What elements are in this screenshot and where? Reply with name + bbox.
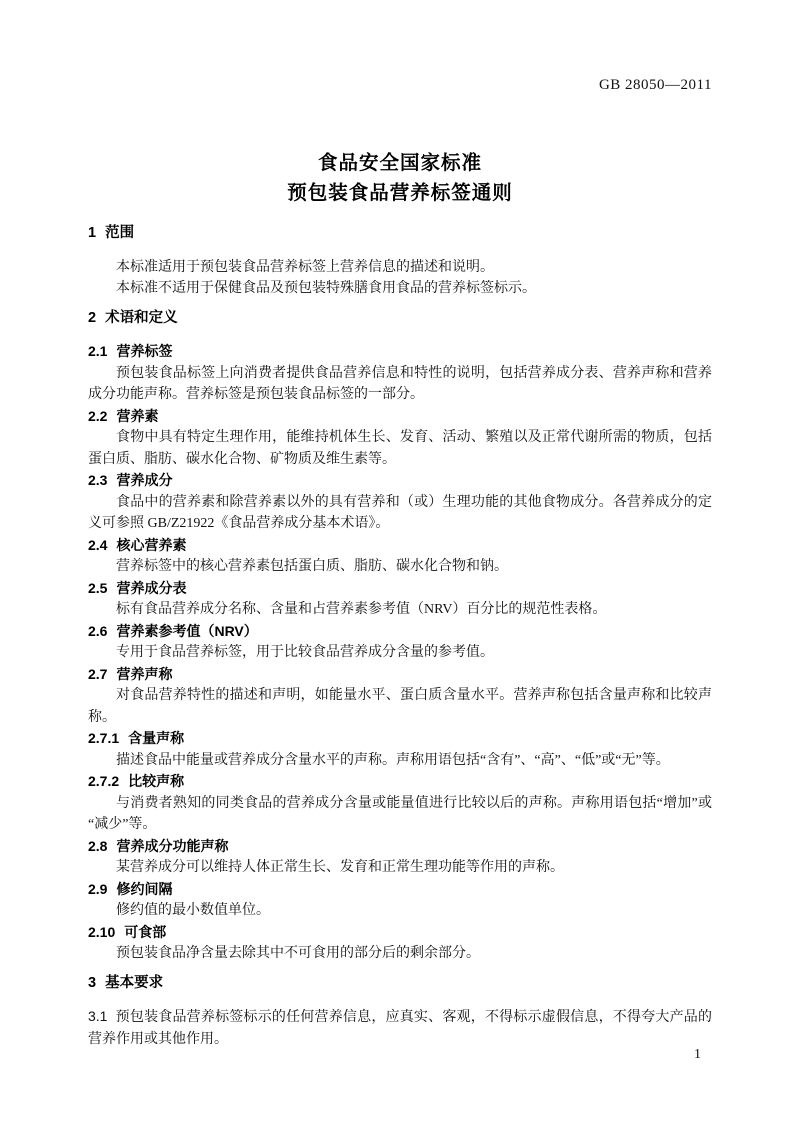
document-title xyxy=(88,148,712,208)
document-title-line1: 食品安全国家标准 xyxy=(317,152,482,174)
clause-title: 营养声称 xyxy=(116,665,173,682)
clause-title: 比较声称 xyxy=(128,773,185,789)
clause-number: 2.6 xyxy=(88,622,108,639)
numbered-paragraph xyxy=(88,1006,712,1050)
paragraph: 标有食品营养成分名称、含量和占营养素参考值（NRV）百分比的规范性表格。 xyxy=(116,602,607,617)
paragraph: 某营养成分可以维持人体正常生长、发育和正常生理功能等作用的声称。 xyxy=(116,860,564,875)
section-number: 2 xyxy=(88,309,97,326)
clause-number: 2.8 xyxy=(88,837,108,854)
clause-title: 营养成分 xyxy=(116,472,173,488)
paragraph: 食品中的营养素和除营养素以外的具有营养和（或）生理功能的其他食物成分。各营养成分的定义可参照 GB/Z21922《食品营养成分基本术语》。 xyxy=(88,494,712,531)
clause-title: 营养素参考值（NRV） xyxy=(116,622,258,639)
standard-number: GB 28050—2011 xyxy=(598,77,712,93)
clause-title: 营养标签 xyxy=(116,343,173,359)
section-heading-basic-requirements xyxy=(88,973,712,995)
clause-heading xyxy=(88,406,712,428)
document-title-line2: 预包装食品营养标签通则 xyxy=(287,182,513,204)
paragraph: 预包装食品净含量去除其中不可食用的部分后的剩余部分。 xyxy=(116,946,480,961)
clause-number: 2.5 xyxy=(88,579,108,596)
clause-number: 2.2 xyxy=(88,407,108,424)
clause-number: 2.4 xyxy=(88,536,108,553)
clause-heading xyxy=(88,664,712,686)
clause-title: 营养成分功能声称 xyxy=(116,837,229,854)
paragraph: 营养标签中的核心营养素包括蛋白质、脂肪、碳水化合物和钠。 xyxy=(116,559,508,574)
paragraph: 本标准适用于预包装食品营养标签上营养信息的描述和说明。 xyxy=(116,259,494,275)
paragraph: 对食品营养特性的描述和声明，如能量水平、蛋白质含量水平。营养声称包括含量声称和比较声称。 xyxy=(88,688,712,725)
clause-heading xyxy=(88,836,712,858)
clause-title: 核心营养素 xyxy=(116,536,187,553)
paragraph: 描述食品中能量或营养成分含量水平的声称。声称用语包括“含有”、“高”、“低”或“无”等。 xyxy=(116,752,670,768)
paragraph: 食物中具有特定生理作用，能维持机体生长、发育、活动、繁殖以及正常代谢所需的物质，包括蛋白质、脂肪、碳水化合物、矿物质及维生素等。 xyxy=(88,430,712,467)
clause-heading xyxy=(88,578,712,600)
clause-heading xyxy=(88,771,712,793)
document-content xyxy=(88,0,712,1050)
section-title: 术语和定义 xyxy=(105,309,178,326)
clause-number: 2.9 xyxy=(88,880,108,897)
clause-heading xyxy=(88,922,712,944)
paragraph: 修约值的最小数值单位。 xyxy=(116,903,270,918)
paragraph: 预包装食品标签上向消费者提供食品营养信息和特性的说明，包括营养成分表、营养声称和营养成分功能声称。营养标签是预包装食品标签的一部分。 xyxy=(88,365,712,402)
clause-heading xyxy=(88,728,712,750)
clause-title: 含量声称 xyxy=(128,730,185,746)
clause-title: 可食部 xyxy=(124,923,167,940)
clause-number: 2.7.1 xyxy=(88,730,120,746)
clause-heading xyxy=(88,470,712,492)
section-heading-scope xyxy=(88,223,712,245)
clause-title: 营养成分表 xyxy=(116,579,187,596)
section-title: 范围 xyxy=(105,225,135,241)
page-number: 1 xyxy=(694,1047,701,1062)
clause-number: 2.1 xyxy=(88,343,108,359)
section-number: 3 xyxy=(88,974,97,991)
paragraph: 专用于食品营养标签，用于比较食品营养成分含量的参考值。 xyxy=(116,645,494,660)
clause-number: 2.7.2 xyxy=(88,773,120,789)
clause-title: 修约间隔 xyxy=(116,880,173,897)
paragraph: 本标准不适用于保健食品及预包装特殊膳食用食品的营养标签标示。 xyxy=(116,281,536,296)
clause-title: 营养素 xyxy=(116,407,159,424)
clause-number: 2.10 xyxy=(88,923,116,940)
clause-heading xyxy=(88,879,712,901)
paragraph: 与消费者熟知的同类食品的营养成分含量或能量值进行比较以后的声称。声称用语包括“增加”或“减少”等。 xyxy=(88,795,712,832)
clause-heading xyxy=(88,621,712,643)
clause-number: 3.1 xyxy=(88,1008,108,1024)
clause-number: 2.7 xyxy=(88,665,108,682)
clause-text: 预包装食品营养标签标示的任何营养信息，应真实、客观，不得标示虚假信息，不得夸大产品的营养作用或其他作用。 xyxy=(88,1010,712,1047)
section-heading-terms xyxy=(88,308,712,330)
clause-number: 2.3 xyxy=(88,472,108,488)
clause-heading xyxy=(88,341,712,363)
clause-heading xyxy=(88,535,712,557)
section-title: 基本要求 xyxy=(105,974,164,991)
section-number: 1 xyxy=(88,225,97,241)
